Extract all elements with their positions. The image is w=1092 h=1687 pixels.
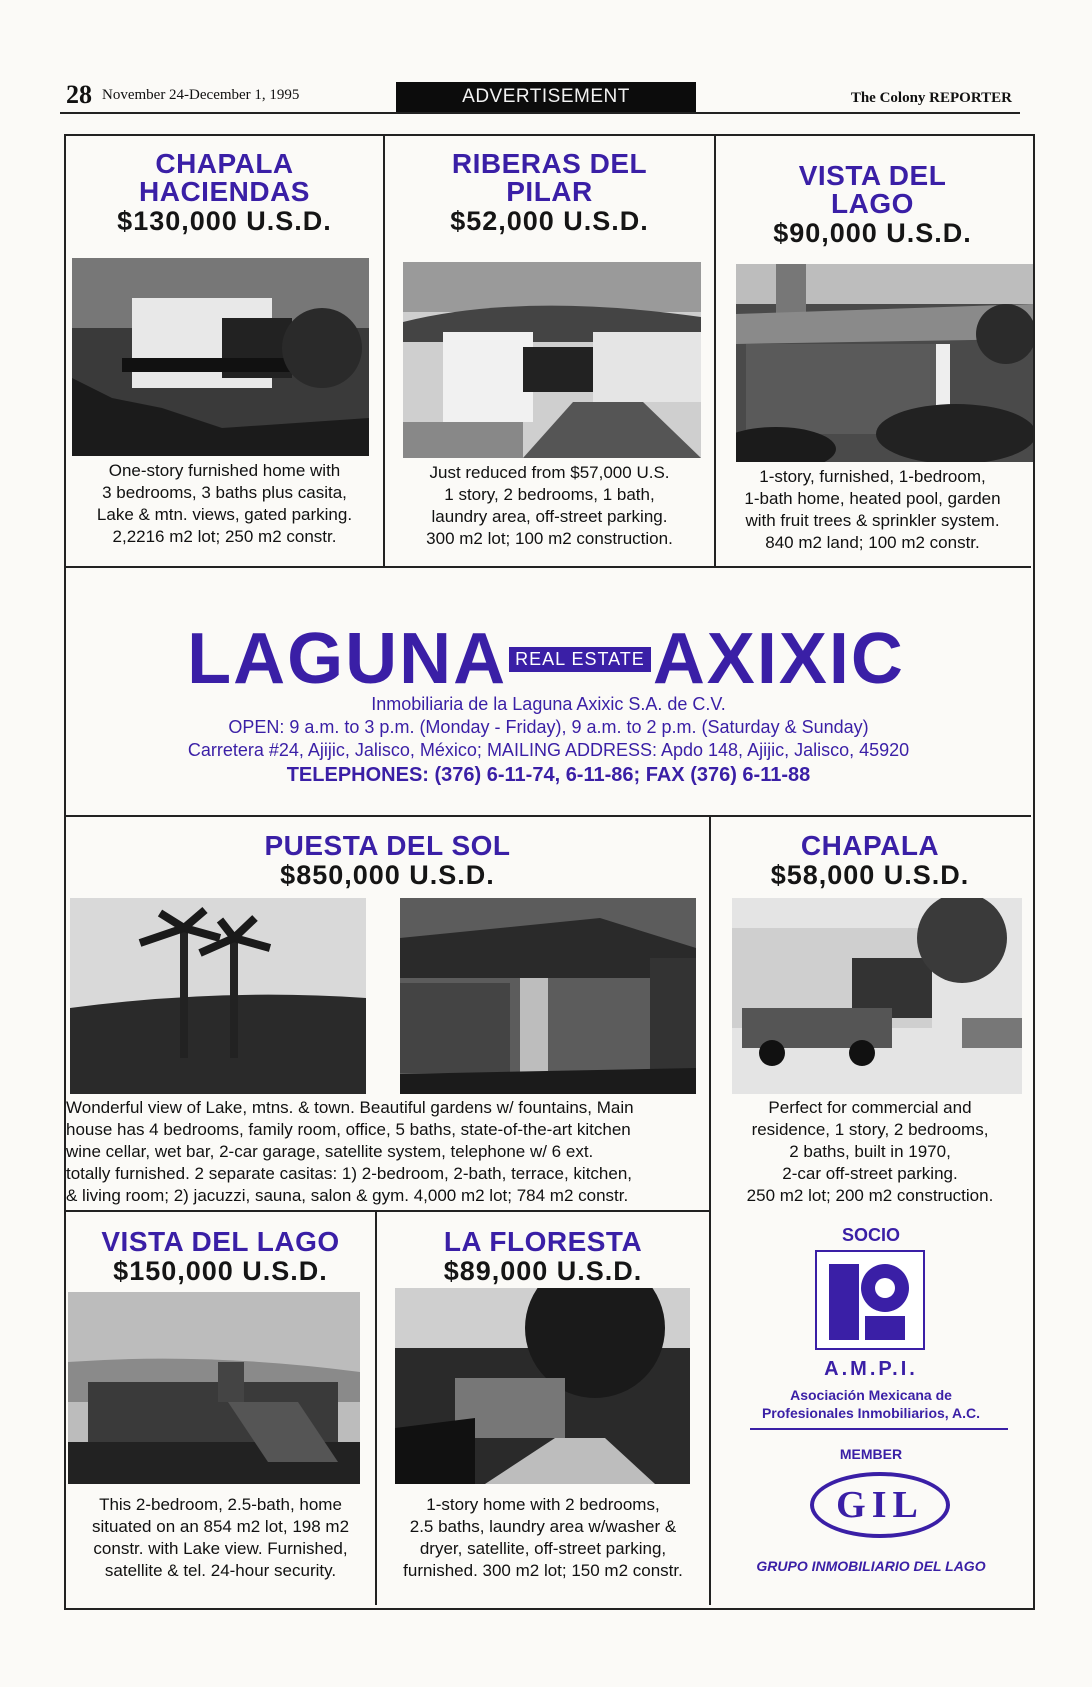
desc-line: 2 baths, built in 1970, — [789, 1142, 951, 1161]
desc-line: 250 m2 lot; 200 m2 construction. — [746, 1186, 994, 1205]
desc-line: 2,2216 m2 lot; 250 m2 constr. — [112, 527, 337, 546]
advertisement-banner: ADVERTISEMENT — [396, 82, 696, 112]
listing-title: VISTA DEL LAGO — [101, 1226, 340, 1257]
house-photo — [732, 898, 1022, 1094]
divider — [66, 815, 1031, 817]
house-photo — [70, 898, 366, 1094]
ampi-full-name — [711, 1386, 1031, 1422]
listing-description — [385, 462, 714, 550]
listing-description — [711, 1097, 1029, 1207]
ampi-acronym: A.M.P.I. — [824, 1358, 918, 1380]
company-logo — [0, 618, 1092, 700]
desc-line: satellite & tel. 24-hour security. — [104, 1561, 337, 1580]
listing-puesta-del-sol — [66, 832, 709, 890]
listing-vista-del-lago-2 — [66, 1228, 375, 1286]
gil-logo-icon — [810, 1472, 950, 1538]
listing-title: VISTA DEL — [798, 160, 947, 191]
company-address: Carretera #24, Ajijic, Jalisco, México; MAILING ADDRESS: Apdo 148, Ajijic, Jalisco, 45920 — [187, 740, 910, 760]
listing-riberas-del-pilar — [385, 150, 714, 236]
member-label: MEMBER — [839, 1446, 903, 1462]
listing-price: $58,000 U.S.D. — [770, 860, 970, 890]
house-photo — [736, 264, 1033, 462]
listing-title: CHAPALA — [155, 148, 294, 179]
divider — [709, 817, 711, 1605]
listing-title: CHAPALA — [800, 830, 940, 861]
desc-line: 1-story home with 2 bedrooms, — [426, 1495, 660, 1514]
divider — [750, 1428, 1008, 1430]
desc-line: 1-bath home, heated pool, garden — [744, 489, 1001, 508]
listing-chapala — [711, 832, 1029, 890]
listing-description — [716, 466, 1029, 554]
ampi-name-line: Asociación Mexicana de — [790, 1387, 952, 1403]
desc-line: One-story furnished home with — [108, 461, 341, 480]
company-name-left: LAGUNA — [187, 619, 508, 699]
desc-line: furnished. 300 m2 lot; 150 m2 constr. — [403, 1561, 683, 1580]
desc-line: wine cellar, wet bar, 2-car garage, satellite system, telephone w/ 6 ext. — [66, 1142, 594, 1161]
gil-logo-text: GIL — [836, 1484, 924, 1526]
house-photo — [72, 258, 369, 456]
page-number: 28 — [66, 80, 92, 109]
desc-line: 3 bedrooms, 3 baths plus casita, — [102, 483, 347, 502]
listing-title: LA FLORESTA — [443, 1226, 643, 1257]
company-legal-name: Inmobiliaria de la Laguna Axixic S.A. de C.V. — [371, 694, 726, 714]
divider — [66, 566, 1031, 568]
ampi-logo-icon — [815, 1250, 925, 1350]
desc-line: Just reduced from $57,000 U.S. — [429, 463, 670, 482]
desc-line: 1-story, furnished, 1-bedroom, — [759, 467, 986, 486]
desc-line: situated on an 854 m2 lot, 198 m2 — [91, 1517, 350, 1536]
desc-line: 2-car off-street parking. — [782, 1164, 958, 1183]
listing-title: PILAR — [506, 176, 593, 207]
desc-line: residence, 1 story, 2 bedrooms, — [751, 1120, 989, 1139]
desc-line: 300 m2 lot; 100 m2 construction. — [426, 529, 673, 548]
desc-line: totally furnished. 2 separate casitas: 1) 2-bedroom, 2-bath, terrace, kitchen, — [66, 1164, 633, 1183]
company-name-right: AXIXIC — [652, 619, 905, 699]
listing-description — [377, 1494, 709, 1582]
listing-la-floresta — [377, 1228, 709, 1286]
socio-label: SOCIO — [841, 1225, 900, 1245]
house-photo — [403, 262, 701, 458]
page-header — [60, 80, 1020, 114]
desc-line: house has 4 bedrooms, family room, office, 5 baths, state-of-the-art kitchen — [66, 1120, 631, 1139]
desc-line: dryer, satellite, off-street parking, — [419, 1539, 667, 1558]
desc-line: 1 story, 2 bedrooms, 1 bath, — [444, 485, 655, 504]
listing-price: $130,000 U.S.D. — [117, 206, 332, 236]
publication-name: The Colony REPORTER — [850, 90, 1012, 106]
divider — [66, 1210, 709, 1212]
company-hours: OPEN: 9 a.m. to 3 p.m. (Monday - Friday), 9 a.m. to 2 p.m. (Saturday & Sunday) — [228, 717, 869, 737]
listing-price: $52,000 U.S.D. — [450, 206, 649, 236]
company-phones: TELEPHONES: (376) 6-11-74, 6-11-86; FAX (376) 6-11-88 — [286, 764, 811, 786]
listing-vista-del-lago — [716, 162, 1029, 248]
listing-chapala-haciendas — [66, 150, 383, 236]
listing-price: $150,000 U.S.D. — [113, 1256, 328, 1286]
desc-line: 2.5 baths, laundry area w/washer & — [409, 1517, 677, 1536]
real-estate-tag: REAL ESTATE — [509, 647, 651, 672]
issue-date: November 24-December 1, 1995 — [102, 87, 300, 103]
listing-title: HACIENDAS — [139, 176, 310, 207]
listing-price: $89,000 U.S.D. — [443, 1256, 643, 1286]
listing-price: $90,000 U.S.D. — [773, 218, 972, 248]
listing-title: RIBERAS DEL — [451, 148, 648, 179]
listing-price: $850,000 U.S.D. — [280, 860, 495, 890]
gil-full-name: GRUPO INMOBILIARIO DEL LAGO — [756, 1558, 986, 1574]
ampi-name-line: Profesionales Inmobiliarios, A.C. — [761, 1405, 981, 1421]
house-photo — [68, 1292, 360, 1484]
listing-description — [66, 1494, 375, 1582]
desc-line: 840 m2 land; 100 m2 constr. — [765, 533, 980, 552]
desc-line: This 2-bedroom, 2.5-bath, home — [99, 1495, 342, 1514]
desc-line: Perfect for commercial and — [768, 1098, 972, 1117]
listing-description — [66, 1097, 709, 1207]
listing-title: LAGO — [831, 188, 914, 219]
house-photo — [400, 898, 696, 1094]
house-photo — [395, 1288, 690, 1484]
desc-line: constr. with Lake view. Furnished, — [93, 1539, 348, 1558]
listing-title: PUESTA DEL SOL — [264, 830, 511, 861]
desc-line: with fruit trees & sprinkler system. — [745, 511, 1000, 530]
desc-line: Wonderful view of Lake, mtns. & town. Beautiful gardens w/ fountains, Main — [66, 1098, 634, 1117]
desc-line: laundry area, off-street parking. — [431, 507, 668, 526]
desc-line: Lake & mtn. views, gated parking. — [96, 505, 353, 524]
desc-line: & living room; 2) jacuzzi, sauna, salon & gym. 4,000 m2 lot; 784 m2 constr. — [66, 1186, 629, 1205]
listing-description — [66, 460, 383, 548]
